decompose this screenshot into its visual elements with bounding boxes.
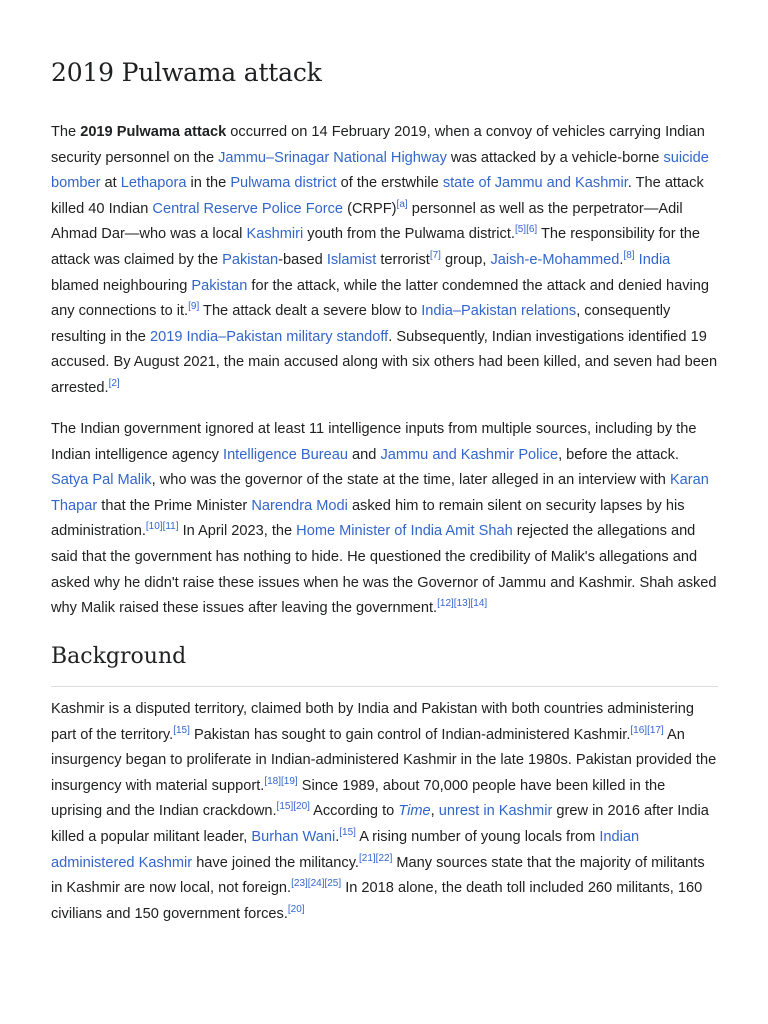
text-run: have joined the militancy.	[192, 854, 359, 871]
lead-paragraph-2	[51, 417, 718, 622]
text-run: An insurgency began to proliferate in Indian-administered Kashmir in the late 1980s. Pakistan provided the insurgency with material support.	[51, 726, 717, 794]
wiki-link[interactable]: Islamist	[326, 251, 377, 268]
text-run: The	[51, 124, 81, 140]
citation-ref[interactable]: [12][13][14]	[437, 598, 488, 610]
text-run: for the attack, while the latter condemned the attack and denied having any connections to it.	[51, 277, 709, 320]
citation-ref[interactable]: [16][17]	[630, 724, 664, 736]
text-run: occurred on 14 February 2019, when a convoy of vehicles carrying Indian security personnel on the	[51, 124, 705, 166]
wiki-link[interactable]: suicide bomber	[51, 149, 709, 192]
text-run: A rising number of young locals from	[355, 828, 600, 845]
lead-paragraph-1	[51, 120, 718, 402]
wiki-link[interactable]: Narendra Modi	[251, 497, 348, 514]
text-run: .	[335, 828, 340, 845]
text-run: The Indian government ignored at least 11 intelligence inputs from multiple sources, including by the Indian intelligence agency	[51, 421, 697, 463]
text-run: and	[347, 446, 381, 463]
text-run: asked him to remain silent on security lapses by his administration.	[51, 497, 685, 540]
wiki-link[interactable]: Pakistan	[222, 251, 279, 268]
wiki-link[interactable]: Burhan Wani	[251, 828, 336, 845]
citation-ref[interactable]: [2]	[108, 378, 120, 390]
wiki-link[interactable]: Home Minister of India Amit Shah	[296, 523, 513, 540]
wiki-link[interactable]: Indian administered Kashmir	[51, 828, 640, 871]
text-run: In April 2023, the	[178, 523, 297, 540]
wiki-link[interactable]: Pulwama district	[230, 175, 337, 192]
wiki-link[interactable]: Pakistan	[191, 277, 248, 294]
citation-ref[interactable]: [15][20]	[276, 801, 310, 813]
wiki-link[interactable]: Intelligence Bureau	[223, 446, 348, 463]
wiki-link[interactable]: Jammu–Srinagar National Highway	[218, 149, 447, 166]
section-divider	[51, 686, 718, 687]
citation-ref[interactable]: [a]	[396, 198, 408, 210]
text-run: In 2018 alone, the death toll included 260 militants, 160 civilians and 150 government forces.	[51, 880, 703, 922]
text-run: . Subsequently, Indian investigations identified 19 accused. By August 2021, the main accused along with six others had been killed, and seven had been arrested.	[51, 328, 718, 396]
citation-ref[interactable]: [15]	[339, 827, 356, 839]
text-run: was attacked by a vehicle-borne	[446, 149, 664, 166]
wiki-link[interactable]: Central Reserve Police Force	[152, 200, 344, 217]
wiki-link[interactable]: India–Pakistan relations	[421, 303, 577, 320]
citation-ref[interactable]: [18][19]	[264, 775, 298, 787]
wiki-link[interactable]: Jaish-e-Mohammed	[490, 251, 620, 268]
text-run: According to	[309, 803, 399, 820]
wiki-link[interactable]: Karan Thapar	[51, 472, 709, 514]
citation-ref[interactable]: [15]	[173, 724, 190, 736]
text-run: in the	[186, 175, 231, 192]
italic-link-text: Time	[398, 803, 431, 820]
citation-ref[interactable]: [8]	[623, 250, 635, 262]
text-run: , before the attack.	[558, 446, 679, 463]
text-run: terrorist	[376, 251, 430, 268]
text-run: of the erstwhile	[336, 175, 443, 192]
wiki-link[interactable]: Kashmiri	[246, 226, 304, 243]
text-run: group,	[440, 251, 491, 268]
citation-ref[interactable]: [23][24][25]	[291, 878, 342, 890]
text-run: personnel as well as the perpetrator—Adil Ahmad Dar—who was a local	[51, 200, 683, 243]
page-title: 2019 Pulwama attack	[51, 58, 322, 87]
wiki-link[interactable]: unrest in Kashmir	[438, 803, 553, 820]
wiki-link[interactable]: state of Jammu and Kashmir	[442, 175, 628, 192]
citation-ref[interactable]: [5][6]	[514, 224, 538, 236]
wiki-link[interactable]: India	[638, 251, 671, 268]
citation-ref[interactable]: [20]	[287, 903, 305, 915]
text-run: Pakistan has sought to gain control of Indian-administered Kashmir.	[189, 726, 631, 743]
text-run: (CRPF)	[343, 200, 397, 217]
text-run: grew in 2016 after India killed a popular militant leader,	[51, 803, 709, 845]
text-run: . The attack killed 40 Indian	[51, 175, 704, 217]
text-run: .	[619, 251, 624, 268]
text-run: rejected the allegations and said that the government has nothing to hide. He questioned the credibility of Malik's allegations and asked why he didn't raise these issues when he was the Governor of Jammu and Kashmir. Shah asked why Malik raised these issues after leaving the government.	[51, 523, 717, 617]
citation-ref[interactable]: [7]	[429, 250, 441, 262]
text-run: ,	[430, 803, 439, 820]
text-run: at	[100, 175, 121, 192]
wiki-link[interactable]: 2019 India–Pakistan military standoff	[149, 328, 389, 345]
wiki-link[interactable]: Satya Pal Malik	[51, 472, 152, 489]
text-run: -based	[278, 251, 327, 268]
text-run: The attack dealt a severe blow to	[199, 303, 422, 320]
wiki-link[interactable]: Jammu and Kashmir Police	[380, 446, 559, 463]
text-run: youth from the Pulwama district.	[303, 226, 515, 243]
section-heading-background: Background	[51, 644, 187, 669]
citation-ref[interactable]: [21][22]	[358, 852, 393, 864]
bold-term: 2019 Pulwama attack	[80, 124, 227, 140]
wiki-link[interactable]: Lethapora	[120, 175, 187, 192]
text-run: , who was the governor of the state at the time, later alleged in an interview with	[151, 472, 670, 489]
wiki-link[interactable]	[398, 803, 430, 819]
text-run: blamed neighbouring	[51, 277, 192, 294]
text-run: Kashmir is a disputed territory, claimed both by India and Pakistan with both countries administering part of the territory.	[51, 701, 694, 743]
text-run: , consequently resulting in the	[51, 303, 671, 345]
text-run: The responsibility for the attack was claimed by the	[51, 226, 700, 268]
text-run: Since 1989, about 70,000 people have been killed in the uprising and the Indian crackdown.	[51, 777, 666, 820]
text-run: that the Prime Minister	[97, 497, 252, 514]
text-run: Many sources state that the majority of militants in Kashmir are now local, not foreign.	[51, 854, 705, 897]
background-paragraph-1	[51, 697, 718, 927]
citation-ref[interactable]: [9]	[188, 301, 200, 313]
citation-ref[interactable]: [10][11]	[145, 521, 179, 533]
